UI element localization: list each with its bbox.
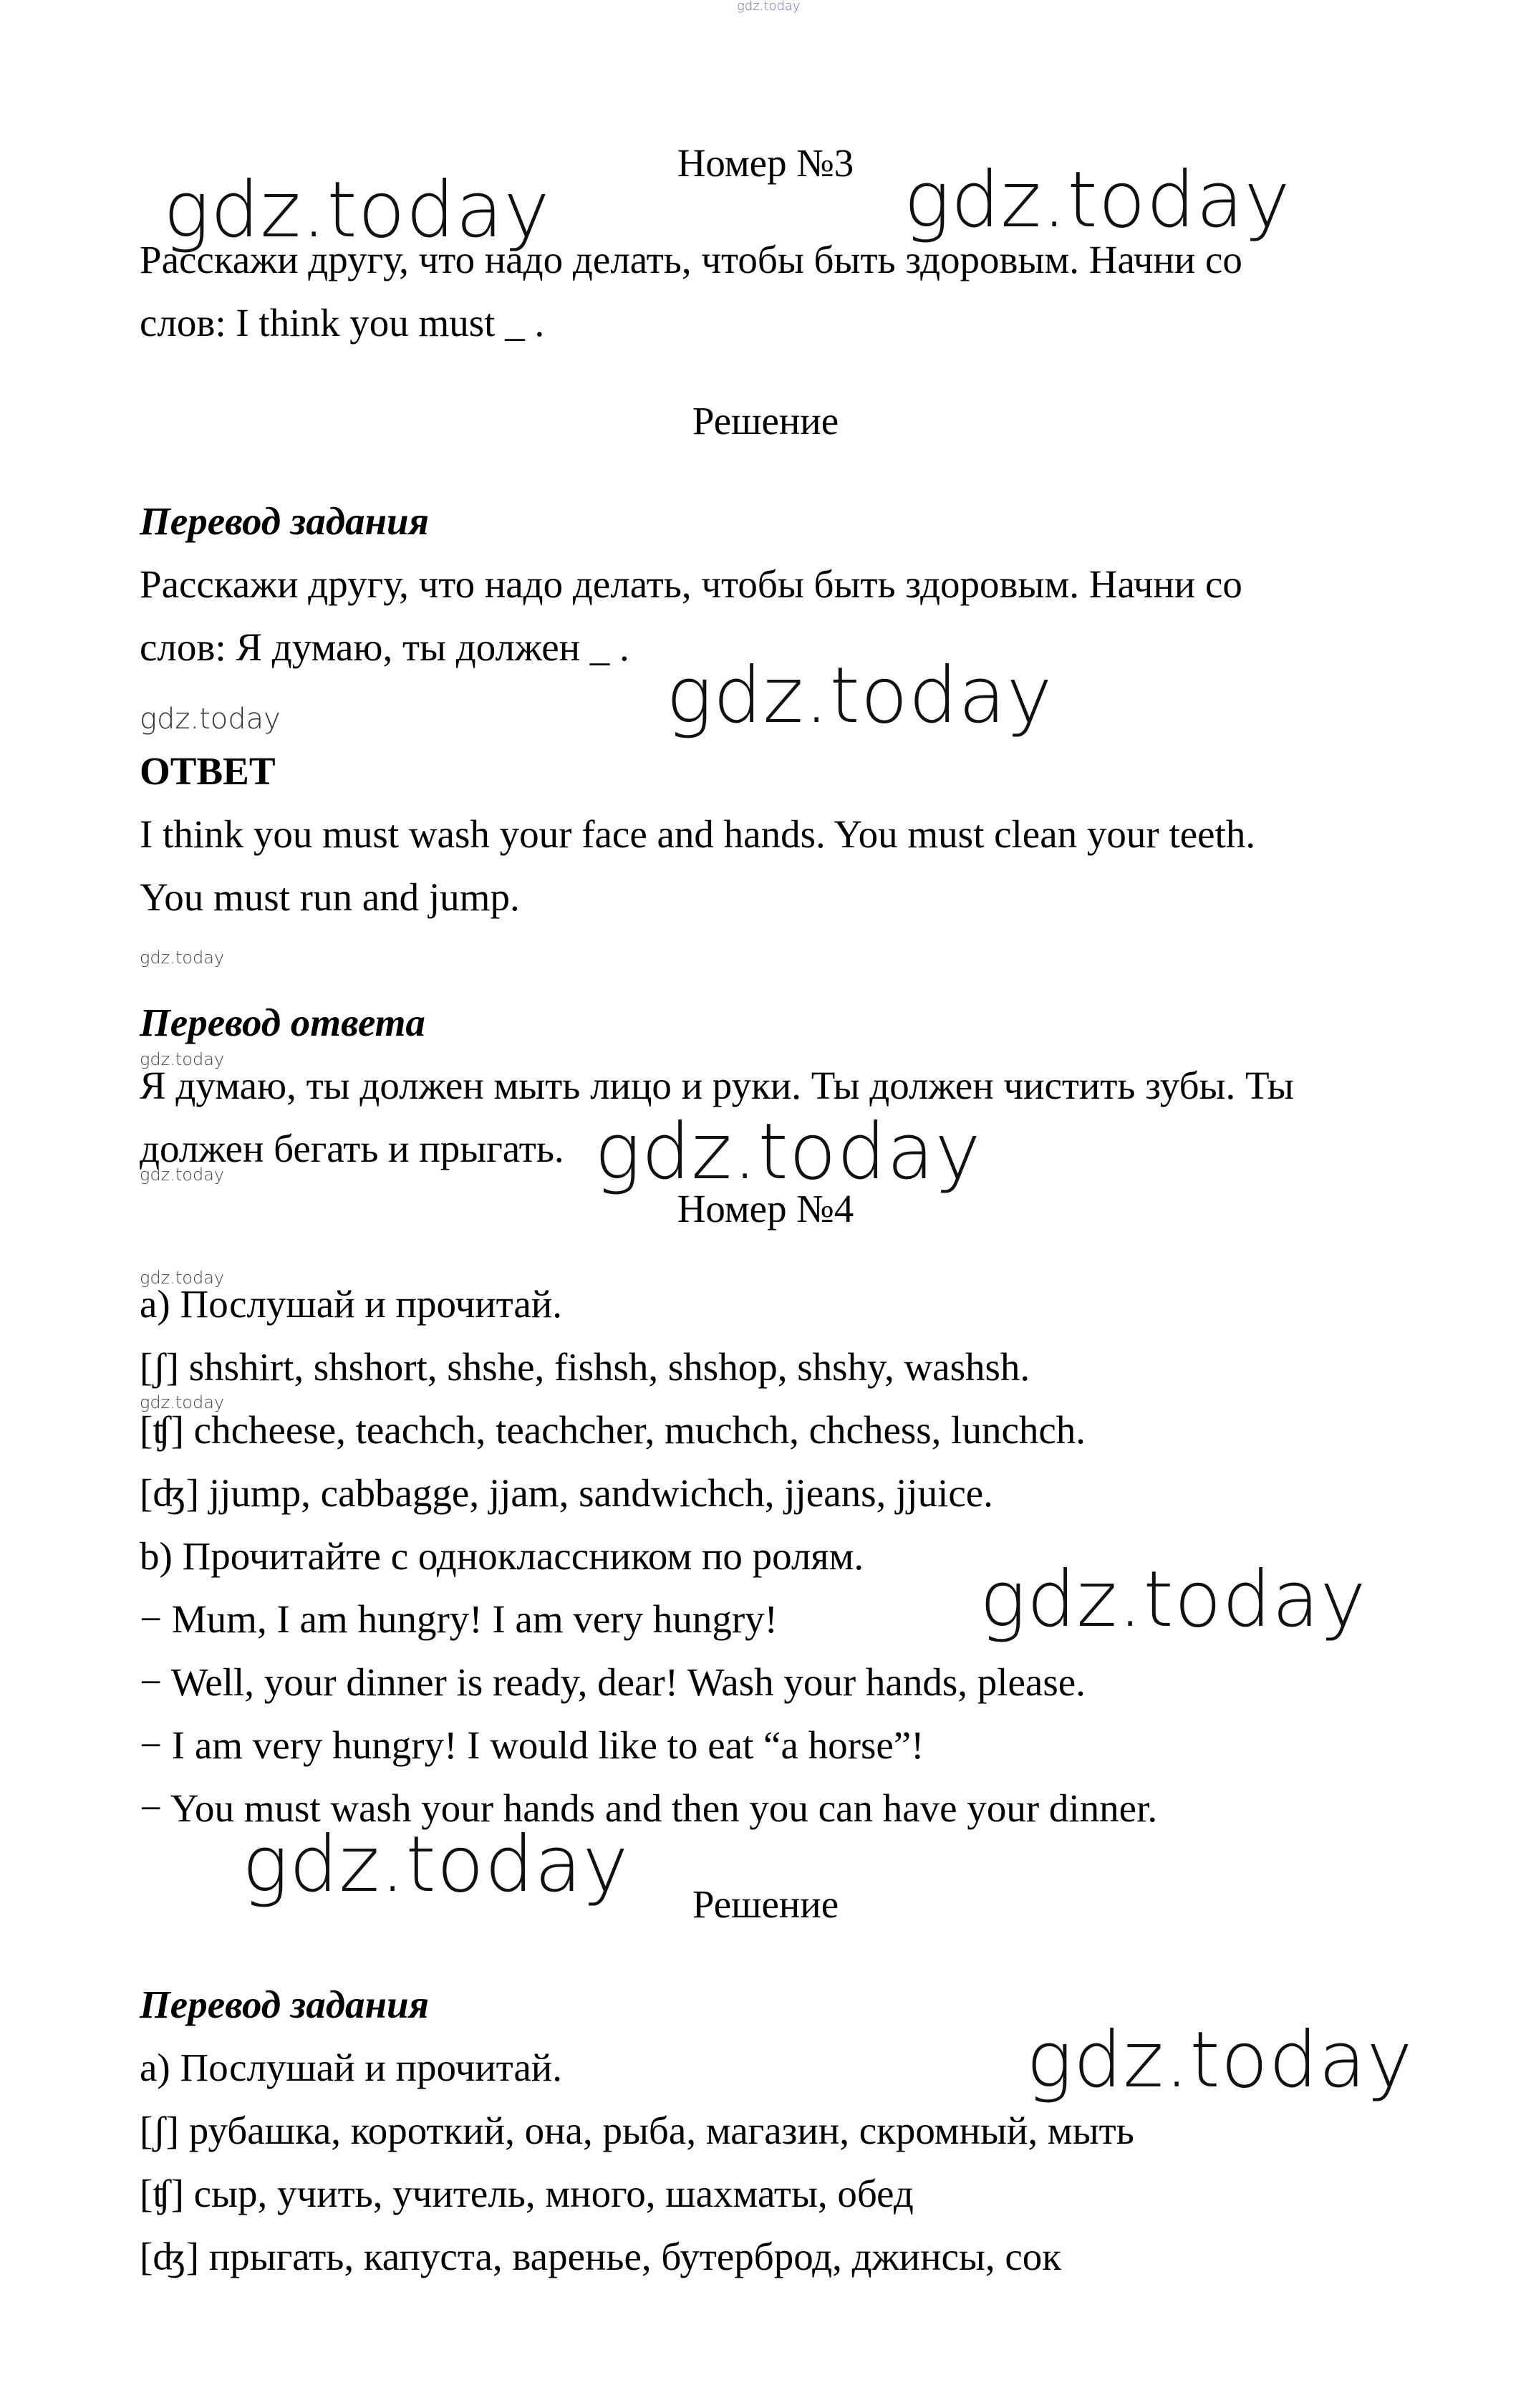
watermark-small-5: gdz.today bbox=[140, 1392, 225, 1412]
watermark-large-6: gdz.today bbox=[242, 1820, 629, 1909]
watermark-large-2: gdz.today bbox=[904, 155, 1291, 245]
task4-dialogue-line-2: − Well, your dinner is ready, dear! Wash your hands, please. bbox=[140, 1660, 1086, 1704]
task4-tr-sound-ch: [ʧ] сыр, учить, учитель, много, шахматы, обед bbox=[140, 2172, 914, 2215]
task3-answer-translation-heading: Перевод ответа bbox=[140, 1001, 425, 1044]
task4-dialogue-line-3: − I am very hungry! I would like to eat “a horse”! bbox=[140, 1723, 924, 1767]
watermark-top: gdz.today bbox=[737, 0, 801, 14]
task3-translation-heading: Перевод задания bbox=[140, 499, 429, 543]
task3-answer-line1: I think you must wash your face and hands. You must clean your teeth. bbox=[140, 812, 1256, 856]
task4-sound-ch: [ʧ] chcheese, teachch, teachcher, muchch, chchess, lunchch. bbox=[140, 1408, 1086, 1452]
task3-title: Номер №3 bbox=[677, 141, 854, 185]
task3-answer-translation-line2: должен бегать и прыгать. bbox=[140, 1127, 564, 1170]
task4-dialogue-line-4: − You must wash your hands and then you can have your dinner. bbox=[140, 1786, 1158, 1830]
watermark-mid-1: gdz.today bbox=[140, 703, 281, 736]
task4-part-a: a) Послушай и прочитай. bbox=[140, 1282, 562, 1326]
watermark-small-4: gdz.today bbox=[140, 1268, 225, 1288]
task4-tr-sound-sh: [ʃ] рубашка, короткий, она, рыба, магазин, скромный, мыть bbox=[140, 2109, 1134, 2152]
task3-prompt-line1: Расскажи другу, что надо делать, чтобы быть здоровым. Начни со bbox=[140, 238, 1242, 281]
watermark-small-3: gdz.today bbox=[140, 1165, 225, 1185]
task3-answer-line2: You must run and jump. bbox=[140, 875, 520, 919]
task4-sound-j: [ʤ] jjump, cabbagge, jjam, sandwichch, jjeans, jjuice. bbox=[140, 1471, 993, 1515]
task4-sound-sh: [ʃ] shshirt, shshort, shshe, fishsh, shshop, shshy, washsh. bbox=[140, 1345, 1030, 1389]
task3-prompt-line2: слов: I think you must _ . bbox=[140, 301, 545, 345]
watermark-large-7: gdz.today bbox=[1026, 2016, 1414, 2105]
task3-translation-line2: слов: Я думаю, ты должен _ . bbox=[140, 625, 629, 669]
watermark-small-2: gdz.today bbox=[140, 1049, 225, 1069]
task3-solution-heading: Решение bbox=[692, 399, 839, 443]
task4-solution-heading: Решение bbox=[692, 1882, 839, 1926]
task4-title: Номер №4 bbox=[677, 1187, 854, 1231]
task3-answer-translation-line1: Я думаю, ты должен мыть лицо и руки. Ты должен чистить зубы. Ты bbox=[140, 1064, 1294, 1107]
task4-tr-sound-j: [ʤ] прыгать, капуста, варенье, бутерброд, джинсы, сок bbox=[140, 2235, 1061, 2278]
task4-part-b: b) Прочитайте с одноклассником по ролям. bbox=[140, 1534, 864, 1578]
watermark-large-3: gdz.today bbox=[666, 651, 1053, 741]
task4-dialogue-line-1: − Mum, I am hungry! I am very hungry! bbox=[140, 1597, 778, 1641]
task3-answer-heading: ОТВЕТ bbox=[140, 749, 276, 793]
watermark-large-1: gdz.today bbox=[163, 165, 551, 255]
watermark-large-4: gdz.today bbox=[594, 1107, 982, 1197]
watermark-large-5: gdz.today bbox=[980, 1555, 1367, 1644]
task3-translation-line1: Расскажи другу, что надо делать, чтобы быть здоровым. Начни со bbox=[140, 562, 1242, 606]
watermark-small-1: gdz.today bbox=[140, 948, 225, 968]
task4-translation-heading: Перевод задания bbox=[140, 1983, 429, 2026]
task4-tr-part-a: a) Послушай и прочитай. bbox=[140, 2046, 562, 2089]
